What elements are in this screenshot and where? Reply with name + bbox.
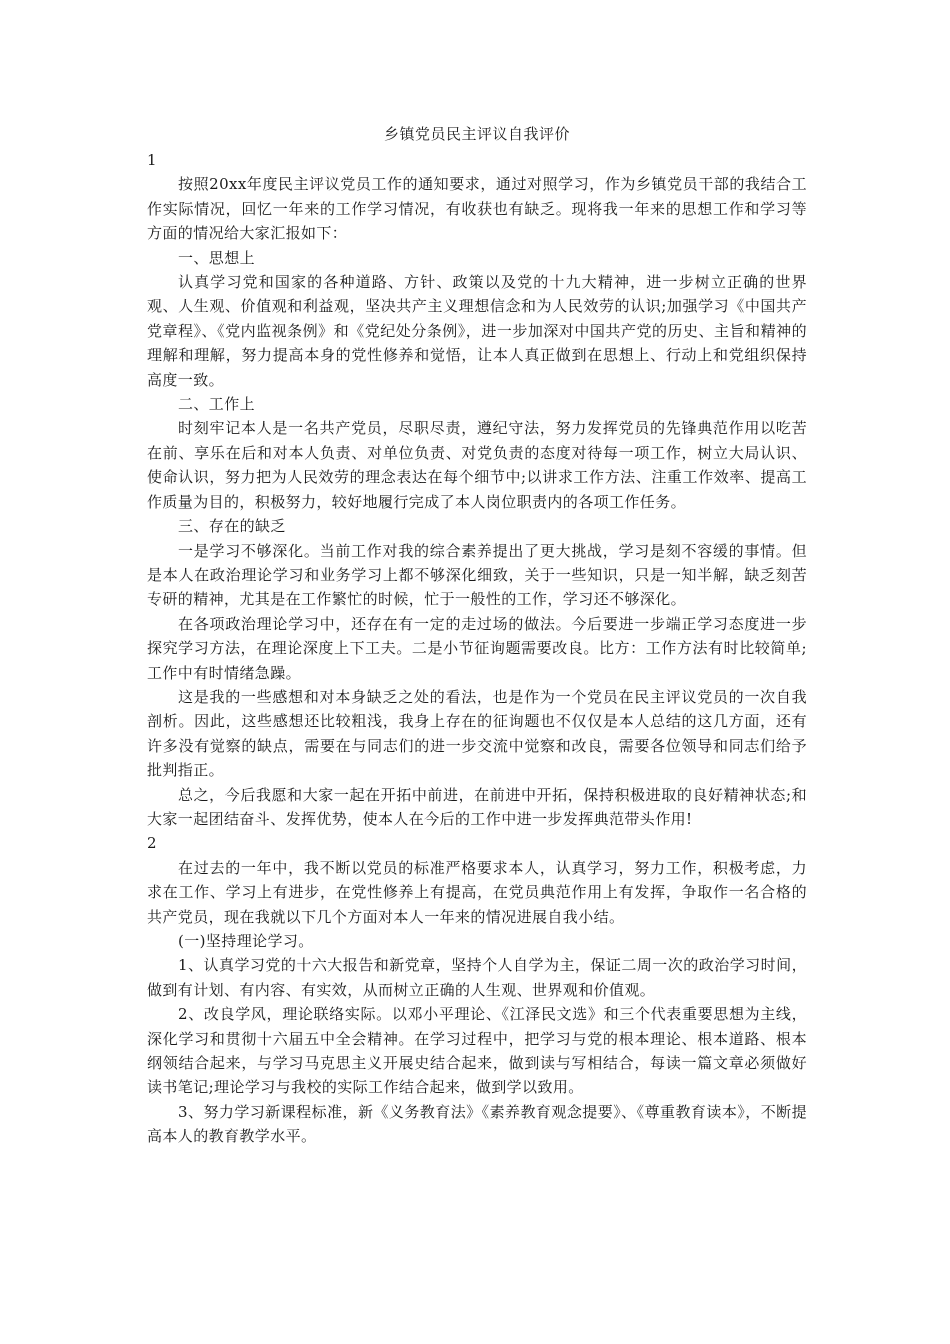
paragraph: 1、认真学习党的十六大报告和新党章，坚持个人自学为主，保证二周一次的政治学习时间，做到有计划、有内容、有实效，从而树立正确的人生观、世界观和价值观。 [147,956,807,999]
document-title: 乡镇党员民主评议自我评价 [383,125,570,143]
section-heading: 三、存在的缺乏 [178,517,286,536]
paragraph: 按照20xx年度民主评议党员工作的通知要求，通过对照学习，作为乡镇党员干部的我结合工作实际情况，回忆一年来的工作学习情况，有收获也有缺乏。现将我一年来的思想工作和学习等方面的情况给大家汇报如下： [147,175,807,243]
paragraph: 2、改良学风，理论联络实际。以邓小平理论、《江泽民文选》和三个代表重要思想为主线，深化学习和贯彻十六届五中全会精神。在学习过程中，把学习与党的根本理论、根本道路、根本纲领结合起来，与学习马克思主义开展史结合起来，做到读与写相结合，每读一篇文章必须做好读书笔记;理论学习与我校的实际工作结合起来，做到学以致用。 [147,1005,807,1097]
paragraph: 一是学习不够深化。当前工作对我的综合素养提出了更大挑战，学习是刻不容缓的事情。但是本人在政治理论学习和业务学习上都不够深化细致，关于一些知识，只是一知半解，缺乏刻苦专研的精神，尤其是在工作繁忙的时候，忙于一般性的工作，学习还不够深化。 [147,541,807,609]
paragraph: 在过去的一年中，我不断以党员的标准严格要求本人，认真学习，努力工作，积极考虑，力求在工作、学习上有进步，在党性修养上有提高，在党员典范作用上有发挥，争取作一名合格的共产党员，现在我就以下几个方面对本人一年来的情况进展自我小结。 [147,858,807,926]
paragraph: 在各项政治理论学习中，还存在有一定的走过场的做法。今后要进一步端正学习态度进一步探究学习方法，在理论深度上下工夫。二是小节征询题需要改良。比方：工作方法有时比较简单;工作中有时情绪急躁。 [147,614,807,682]
paragraph: 3、努力学习新课程标准，新《义务教育法》《素养教育观念提要》、《尊重教育读本》，不断提高本人的教育教学水平。 [147,1102,807,1146]
section-number: 1 [147,151,157,169]
section-number: 2 [147,834,157,853]
paragraph: 这是我的一些感想和对本身缺乏之处的看法，也是作为一个党员在民主评议党员的一次自我剖析。因此，这些感想还比较粗浅，我身上存在的征询题也不仅仅是本人总结的这几方面，还有许多没有觉察的缺点，需要在与同志们的进一步交流中觉察和改良，需要各位领导和同志们给予批判指正。 [147,687,807,780]
section-heading: 一、思想上 [178,248,256,267]
document-body [147,122,807,1149]
section-heading: 二、工作上 [178,395,256,414]
paragraph: 总之，今后我愿和大家一起在开拓中前进，在前进中开拓，保持积极进取的良好精神状态;和大家一起团结奋斗、发挥优势，使本人在今后的工作中进一步发挥典范带头作用! [147,785,807,828]
paragraph: 时刻牢记本人是一名共产党员，尽职尽责，遵纪守法，努力发挥党员的先锋典范作用以吃苦在前、享乐在后和对本人负责、对单位负责、对党负责的态度对待每一项工作，树立大局认识、使命认识，努力把为人民效劳的理念表达在每个细节中;以讲求工作方法、注重工作效率、提高工作质量为目的，积极努力，较好地履行完成了本人岗位职责内的各项工作任务。 [147,419,807,511]
paragraph: 认真学习党和国家的各种道路、方针、政策以及党的十九大精神，进一步树立正确的世界观、人生观、价值观和利益观，坚决共产主义理想信念和为人民效劳的认识;加强学习《中国共产党章程》、《党内监视条例》和《党纪处分条例》，进一步加深对中国共产党的历史、主旨和精神的理解和理解，努力提高本身的党性修养和觉悟，让本人真正做到在思想上、行动上和党组织保持高度一致。 [147,273,807,389]
section-heading: (一)坚持理论学习。 [178,932,314,950]
